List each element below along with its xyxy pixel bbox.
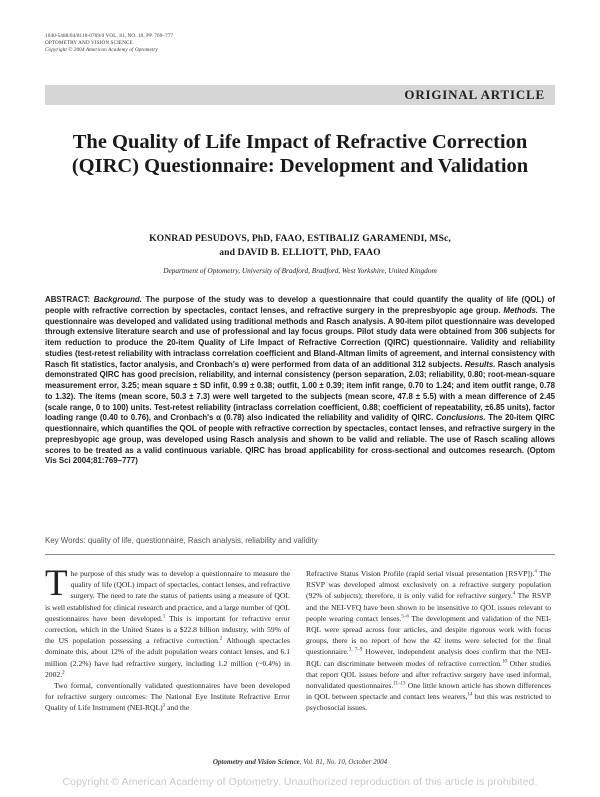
reference-mark: 4: [512, 591, 516, 597]
body-text: he purpose of this study was to develop a questionnaire to measure the quality of life (QOL) impact of spectacles, contact lenses, and refractive surgery. The need to rate the status of patients using a measure of QOL is well established for clinical research and practice, and a large number of QOL questionnaires have been developed.: [45, 569, 290, 623]
body-text: One little known article has shown differences in QOL between spectacle and contact lens wearers,: [306, 681, 551, 702]
article-type-label: ORIGINAL ARTICLE: [404, 87, 545, 102]
body-paragraph: [306, 568, 551, 714]
body-text: However, independent analysis does confirm that the NEI-RQL can discriminate between modes of refractive correction.: [306, 647, 551, 668]
abstract-background-label: Background.: [93, 295, 142, 304]
abstract-methods-label: Methods.: [503, 305, 539, 315]
section-divider: [45, 554, 555, 555]
header-copyright-line: Copyright © 2004 American Academy of Optometry: [45, 47, 158, 53]
abstract-conclusions: The 20-item QIRC questionnaire, which quantifies the QOL of people with refractive correction by spectacles, contact lenses, and refractive surgery in the prepresbyopic age group, was developed using Rasch analysis and shown to be valid and reliable. The use of Rasch scaling allows scores to be treated as a valid continuous variable. QIRC has broad applicability for cross-sectional and outcomes research. (Optom Vis Sci 2004;81:769–777): [45, 413, 555, 466]
article-title: The Quality of Life Impact of Refractive Correction (QIRC) Questionnaire: Development and Validation: [71, 131, 529, 177]
copyright-watermark: Copyright © American Academy of Optometry. Unauthorized reproduction of this article is prohibited.: [62, 776, 538, 788]
reference-mark: 3, 7–9: [348, 647, 363, 653]
drop-cap: T: [45, 563, 68, 604]
footer-issue-info: , Vol. 81, No. 10, October 2004: [299, 758, 388, 766]
abstract-conclusions-label: Conclusions.: [435, 413, 486, 423]
reference-mark: 2: [62, 670, 65, 676]
author-list: [45, 232, 555, 260]
header-journal-line: OPTOMETRY AND VISION SCIENCE: [45, 40, 133, 46]
reference-mark: 5–6: [401, 614, 409, 620]
footer-journal-name: Optometry and Vision Science: [212, 758, 300, 766]
body-text: and the: [165, 703, 190, 713]
body-text: The development and validation of the NEI-RQL were spread across four articles, and despite rigorous work with focus groups, there is no report of how the 42 items were selected for the final questionnaire.: [306, 613, 552, 657]
body-column-left: [45, 563, 290, 714]
abstract: [45, 295, 555, 467]
abstract-background: The purpose of the study was to develop a questionnaire that could quantify the quality of life (QOL) of people with refractive correction by spectacles, contact lenses, and refractive surgery in the prepresbyopic age group.: [45, 295, 555, 315]
page-footer: [45, 758, 555, 766]
body-text: This is important for refractive error correction, which in the United States is a $22.8 billion industry, with 59% of the US population possessing a refractive correction.: [45, 613, 290, 646]
body-text: Refractive Status Vision Profile (rapid serial visual presentation [RSVP]).: [306, 569, 535, 578]
body-paragraph: [45, 680, 290, 714]
abstract-results: Rasch analysis demonstrated QIRC has good precision, reliability, and internal consistency (person separation, 2.03; reliability, 0.80; root-mean-square measurement error, 3.25; mean square ± SD infit, 0.99 ± 0.38; outfit, 1.00 ± 0.39; item infit range, 0.70 to 1.24; and item outfit range, 0.78 to 1.32). The items (mean score, 50.3 ± 7.3) were well targeted to the subjects (mean score, 47.8 ± 5.5) with a mean difference of 2.45 (scale range, 0 to 100) units. Test-retest reliability (intraclass correlation coefficient, 0.88; coefficient of repeatability, ±6.85 units), factor loading range (0.40 to 0.76), and Cronbach's α (0.78) also indicated the reliability and validity of QIRC.: [45, 359, 555, 423]
reference-mark: 11–13: [393, 681, 406, 687]
reference-mark: 3: [162, 703, 166, 709]
header-issn-line: 1040-5488/04/8110-0769/0 VOL. 81, NO. 10, PP. 769–777: [45, 33, 174, 39]
body-text: Two formal, conventionally validated questionnaires have been developed for refractive surgery outcomes: The National Eye Institute Refractive Error Quality of Life Instrument (NEI-RQL): [45, 681, 290, 713]
abstract-label: ABSTRACT:: [45, 295, 94, 304]
body-text: The RSVP and the NEI-VFQ have been shown to be insensitive to QOL issues relevant to people wearing contact lenses.: [306, 591, 551, 623]
article-type-banner: [45, 85, 555, 105]
keywords: Key Words: quality of life, questionnaire, Rasch analysis, reliability and validity: [45, 536, 318, 545]
body-column-right: [306, 568, 551, 714]
reference-mark: 10: [501, 659, 507, 665]
reference-mark: 14: [467, 692, 473, 698]
abstract-methods: The questionnaire was developed and validated using traditional methods and Rasch analysis. A 90-item pilot questionnaire was developed through extensive literature search and use of professional and lay focus groups. Pilot study data were obtained from 306 subjects for item reduction to produce the 20-item Quality of Life Impact of Refractive Correction (QIRC) questionnaire. Validity and reliability studies (test-retest reliability with intraclass correlation coefficient and Bland-Altman limits of agreement, and internal consistency with Rasch fit statistics, factor analysis, and Cronbach's α) were performed from data of an additional 312 subjects.: [45, 305, 555, 369]
body-text: but this was restricted to psychosocial issues.: [306, 692, 551, 713]
body-text: Although spectacles dominate this, about 12% of the adult population wears contact lenses, and 6.1 million (2.2%) have had refractive surgery, including 1.2 million (~0.4%) in 2002.: [45, 636, 290, 679]
author-line-2: and DAVID B. ELLIOTT, PhD, FAAO: [219, 247, 381, 258]
body-text: Other studies that report QOL issues before and after refractive surgery have used informal, nonvalidated questionnaires.: [306, 658, 552, 691]
reference-mark: 4: [534, 569, 537, 575]
body-text: The RSVP was developed almost exclusively on a refractive surgery population (92% of subjects); therefore, it is only valid for refractive surgery.: [306, 569, 551, 601]
body-paragraph: [45, 563, 290, 680]
reference-mark: 1: [162, 614, 166, 620]
abstract-results-label: Results.: [464, 359, 496, 369]
author-line-1: KONRAD PESUDOVS, PhD, FAAO, ESTIBALIZ GARAMENDI, MSc,: [149, 233, 451, 244]
reference-mark: 2: [219, 636, 223, 642]
running-header: [45, 33, 173, 54]
affiliation: Department of Optometry, University of Bradford, Bradford, West Yorkshire, United Kingdom: [163, 266, 437, 275]
